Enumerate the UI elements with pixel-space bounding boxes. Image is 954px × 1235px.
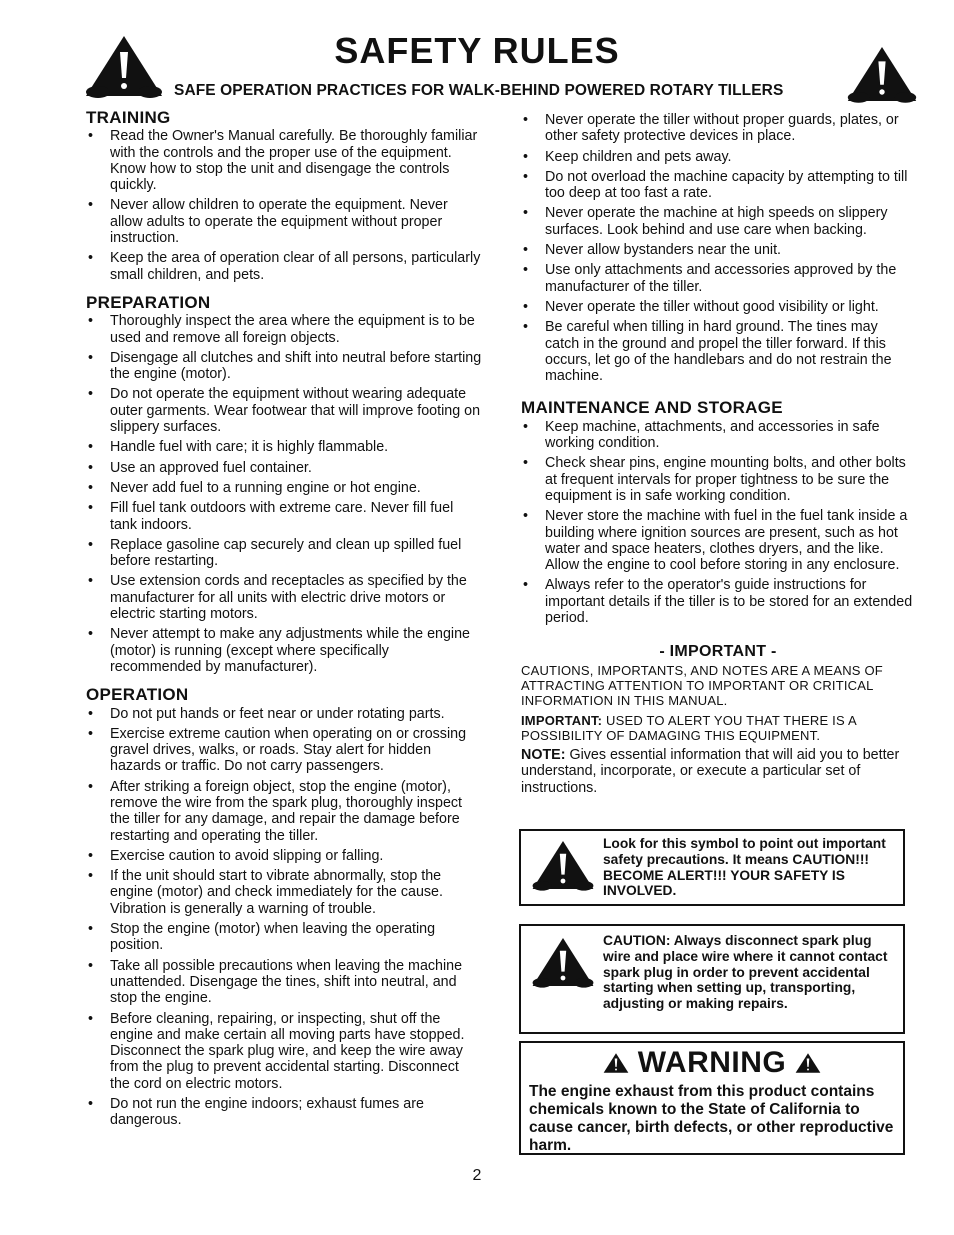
right-column <box>521 112 915 796</box>
warning-box <box>519 1041 905 1155</box>
maintenance-list <box>521 419 915 627</box>
warning-triangle-icon <box>531 933 595 991</box>
list-item: • Thoroughly inspect the area where the equipment is to be used and remove all foreign objects. <box>86 313 482 346</box>
important-text: USED TO ALERT YOU THAT THERE IS A POSSIBILITY OF DAMAGING THIS EQUIPMENT. <box>521 712 857 743</box>
important-intro: CAUTIONS, IMPORTANTS, AND NOTES ARE A MEANS OF ATTRACTING ATTENTION TO IMPORTANT OR CRITICAL INFORMATION IN THIS MANUAL. <box>521 662 883 709</box>
list-item: • Use only attachments and accessories approved by the manufacturer of the tiller. <box>521 262 915 295</box>
note-text: Gives essential information that will aid you to better understand, incorporate, or execute a particular set of instructions. <box>521 747 900 796</box>
list-item: • Never operate the tiller without proper guards, plates, or other safety protective devices in place. <box>521 112 915 145</box>
page-subtitle: SAFE OPERATION PRACTICES FOR WALK-BEHIND POWERED ROTARY TILLERS <box>174 82 784 99</box>
warning-triangle-icon <box>603 1051 629 1075</box>
list-item: • Use extension cords and receptacles as specified by the manufacturer for all units with electric drive motors or electric starting motors. <box>86 573 482 622</box>
operation-continued-list <box>521 112 915 384</box>
maintenance-heading: MAINTENANCE AND STORAGE <box>521 398 783 418</box>
list-item: • Do not run the engine indoors; exhaust fumes are dangerous. <box>86 1096 482 1129</box>
list-item: • Always refer to the operator's guide instructions for important details if the tiller is to be stored for an extended period. <box>521 577 915 626</box>
list-item: • Do not put hands or feet near or under rotating parts. <box>86 706 482 722</box>
list-item: • After striking a foreign object, stop the engine (motor), remove the wire from the spark plug, thoroughly inspect the tiller for any damage, and repair the damage before restarting and operating the tiller. <box>86 779 482 844</box>
preparation-list <box>86 313 482 675</box>
warning-triangle-icon <box>795 1051 821 1075</box>
note-label: NOTE: <box>521 747 566 764</box>
page-number: 2 <box>472 1167 482 1184</box>
list-item: • Never add fuel to a running engine or hot engine. <box>86 480 482 496</box>
list-item: • If the unit should start to vibrate abnormally, stop the engine (motor) and check immediately for the cause. Vibration is generally a warning of trouble. <box>86 868 482 917</box>
list-item: • Disengage all clutches and shift into neutral before starting the engine (motor). <box>86 350 482 383</box>
operation-heading: OPERATION <box>86 685 189 705</box>
warning-triangle-icon <box>531 836 595 894</box>
list-item: • Check shear pins, engine mounting bolts, and other bolts at frequent intervals for proper tightness to be sure the equipment is in safe working condition. <box>521 455 915 504</box>
list-item: • Before cleaning, repairing, or inspecting, shut off the engine and make certain all moving parts have stopped. Disconnect the spark plug wire, and keep the wire away from the plug to prevent accidental starting. Disconnect the cord on electric motors. <box>86 1011 482 1092</box>
page-title: SAFETY RULES <box>334 30 620 71</box>
list-item: • Never operate the tiller without good visibility or light. <box>521 299 915 315</box>
list-item: • Never operate the machine at high speeds on slippery surfaces. Look behind and use care when backing. <box>521 205 915 238</box>
left-column <box>86 110 482 1133</box>
list-item: • Fill fuel tank outdoors with extreme care. Never fill fuel tank indoors. <box>86 500 482 533</box>
warning-heading-text: WARNING <box>637 1046 787 1079</box>
caution-box <box>519 924 905 1034</box>
important-heading: - IMPORTANT - <box>659 643 777 661</box>
list-item: • Do not overload the machine capacity by attempting to till too deep at too fast a rate. <box>521 169 915 202</box>
list-item: • Handle fuel with care; it is highly flammable. <box>86 439 482 455</box>
preparation-heading: PREPARATION <box>86 292 211 312</box>
list-item: • Stop the engine (motor) when leaving the operating position. <box>86 921 482 954</box>
symbol-explanation-box <box>519 829 905 906</box>
caution-text: CAUTION: Always disconnect spark plug wire and place wire where it cannot contact spark plug in order to prevent accidental starting when setting up, transporting, adjusting or making repairs. <box>603 933 888 1012</box>
note-definition <box>521 747 915 796</box>
training-list <box>86 128 482 283</box>
warning-heading <box>521 1045 903 1081</box>
symbol-explanation-text: Look for this symbol to point out important safety precautions. It means CAUTION!!! BECOME ALERT!!! YOUR SAFETY IS INVOLVED. <box>603 836 886 899</box>
warning-text: The engine exhaust from this product contains chemicals known to the State of California to cause cancer, birth defects, or other reproductive harm. <box>529 1083 894 1154</box>
list-item: • Never store the machine with fuel in the fuel tank inside a building where ignition sources are present, such as hot water and space heaters, clothes dryers, and the like. Allow the engine to cool before storing in any enclosure. <box>521 508 915 573</box>
list-item: • Never attempt to make any adjustments while the engine (motor) is running (except where specifically recommended by manufacturer). <box>86 626 482 675</box>
list-item: • Never allow bystanders near the unit. <box>521 242 915 258</box>
list-item: • Do not operate the equipment without wearing adequate outer garments. Wear footwear that will improve footing on slippery surfaces. <box>86 386 482 435</box>
important-label: IMPORTANT: <box>521 712 603 728</box>
list-item: • Exercise caution to avoid slipping or falling. <box>86 848 482 864</box>
operation-list <box>86 706 482 1129</box>
list-item: • Exercise extreme caution when operating on or crossing gravel drives, walks, or roads. Stay alert for hidden hazards or traffic. Do not carry passengers. <box>86 726 482 775</box>
list-item: • Replace gasoline cap securely and clean up spilled fuel before restarting. <box>86 537 482 570</box>
list-item: • Keep machine, attachments, and accessories in safe working condition. <box>521 419 915 452</box>
list-item: • Never allow children to operate the equipment. Never allow adults to operate the equipment without proper instruction. <box>86 197 482 246</box>
list-item: • Keep the area of operation clear of all persons, particularly small children, and pets. <box>86 250 482 283</box>
training-heading: TRAINING <box>86 108 171 127</box>
list-item: • Keep children and pets away. <box>521 149 915 165</box>
list-item: • Use an approved fuel container. <box>86 460 482 476</box>
important-definition <box>521 713 915 744</box>
list-item: • Be careful when tilling in hard ground. The tines may catch in the ground and propel the tiller forward. If this occurs, let go of the handlebars and do not restrain the machine. <box>521 319 915 384</box>
list-item: • Read the Owner's Manual carefully. Be thoroughly familiar with the controls and the proper use of the equipment. Know how to stop the unit and disengage the controls quickly. <box>86 128 482 193</box>
list-item: • Take all possible precautions when leaving the machine unattended. Disengage the tines, shift into neutral, and stop the engine. <box>86 958 482 1007</box>
